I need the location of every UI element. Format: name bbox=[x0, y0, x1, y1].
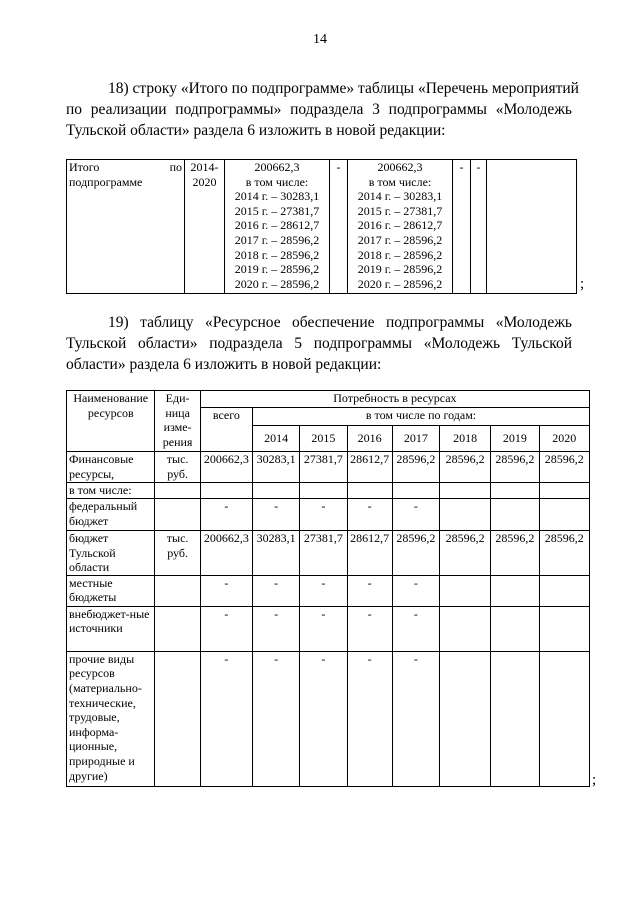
year-line: 2015 г. – 27381,7 bbox=[357, 203, 443, 218]
total-breakdown-b bbox=[348, 160, 453, 294]
semicolon-2: ; bbox=[592, 772, 597, 788]
year-header: 2019 bbox=[491, 426, 539, 452]
header-by-year: в том числе по годам: bbox=[253, 408, 590, 426]
row-unit bbox=[155, 483, 200, 499]
row-value: - bbox=[392, 651, 439, 786]
row-value: - bbox=[392, 575, 439, 606]
row-name: прочие виды ресурсов (материально-технические, трудовые, информа-ционные, природные и другие) bbox=[67, 651, 155, 786]
year-line: 2014 г. – 30283,1 bbox=[234, 189, 320, 204]
total-breakdown-a bbox=[225, 160, 330, 294]
row-value bbox=[491, 575, 539, 606]
row-value: - bbox=[347, 651, 392, 786]
row-name: федеральный бюджет bbox=[67, 499, 155, 531]
row-value: - bbox=[253, 499, 300, 531]
row-name: бюджет Тульской области bbox=[67, 531, 155, 576]
subprogram-total-table bbox=[66, 159, 577, 294]
row-value bbox=[347, 483, 392, 499]
row-value: - bbox=[300, 651, 347, 786]
row-value bbox=[253, 483, 300, 499]
total-label-word3: подпрограмме bbox=[69, 174, 143, 189]
row-name: в том числе: bbox=[67, 483, 155, 499]
row-value: 28612,7 bbox=[347, 531, 392, 576]
row-value bbox=[440, 606, 491, 651]
para19-line3: области» раздела 6 изложить в новой редакции: bbox=[66, 356, 382, 373]
row-unit bbox=[155, 499, 200, 531]
row-total: - bbox=[200, 651, 252, 786]
paragraph-19 bbox=[66, 312, 572, 375]
total-label-cell bbox=[67, 160, 185, 294]
row-value bbox=[539, 483, 589, 499]
row-value bbox=[491, 606, 539, 651]
row-value bbox=[440, 483, 491, 499]
para19-line1: 19) таблицу «Ресурсное обеспечение подпрограммы «Молодежь bbox=[108, 314, 572, 331]
row-value: - bbox=[392, 606, 439, 651]
row-value: - bbox=[253, 651, 300, 786]
year-header: 2018 bbox=[440, 426, 491, 452]
dash-cell: - bbox=[330, 160, 348, 294]
year-line: 2019 г. – 28596,2 bbox=[234, 262, 320, 277]
row-total: - bbox=[200, 606, 252, 651]
row-value: 28596,2 bbox=[539, 531, 589, 576]
period-start: 2014- bbox=[190, 160, 219, 174]
table-row bbox=[67, 452, 590, 483]
row-value bbox=[392, 483, 439, 499]
period-end: 2020 bbox=[192, 174, 217, 189]
year-header: 2014 bbox=[253, 426, 300, 452]
para19-line2: Тульской области» подраздела 5 подпрограммы «Молодежь Тульской bbox=[66, 335, 572, 352]
year-line: 2016 г. – 28612,7 bbox=[357, 218, 443, 233]
row-value: 28596,2 bbox=[491, 452, 539, 483]
row-total: - bbox=[200, 499, 252, 531]
row-value: - bbox=[300, 606, 347, 651]
header-need: Потребность в ресурсах bbox=[200, 391, 589, 408]
year-header: 2015 bbox=[300, 426, 347, 452]
row-unit: тыс. руб. bbox=[155, 452, 200, 483]
row-value: - bbox=[253, 606, 300, 651]
row-value: - bbox=[253, 575, 300, 606]
table-row bbox=[67, 499, 590, 531]
row-value bbox=[539, 651, 589, 786]
incl-b: в том числе: bbox=[368, 174, 432, 189]
row-value: 28596,2 bbox=[440, 531, 491, 576]
row-value bbox=[440, 651, 491, 786]
row-value: 30283,1 bbox=[253, 452, 300, 483]
row-value: 28596,2 bbox=[392, 452, 439, 483]
total-value-b: 200662,3 bbox=[377, 160, 423, 174]
row-value bbox=[491, 651, 539, 786]
row-value: - bbox=[392, 499, 439, 531]
row-value: - bbox=[347, 606, 392, 651]
row-value bbox=[300, 483, 347, 499]
row-value: 27381,7 bbox=[300, 531, 347, 576]
year-line: 2020 г. – 28596,2 bbox=[234, 276, 320, 291]
period-cell bbox=[185, 160, 225, 294]
row-value bbox=[491, 499, 539, 531]
row-value bbox=[539, 606, 589, 651]
row-value: - bbox=[347, 575, 392, 606]
total-label-word1: Итого bbox=[69, 160, 100, 174]
row-value bbox=[440, 575, 491, 606]
header-resources: Наименование ресурсов bbox=[67, 391, 155, 452]
year-header: 2016 bbox=[347, 426, 392, 452]
row-value: 28596,2 bbox=[392, 531, 439, 576]
row-value bbox=[491, 483, 539, 499]
year-line: 2019 г. – 28596,2 bbox=[357, 262, 443, 277]
empty-cell bbox=[487, 160, 577, 294]
row-name: местные бюджеты bbox=[67, 575, 155, 606]
header-unit: Еди-ница изме-рения bbox=[155, 391, 200, 452]
row-value: - bbox=[300, 499, 347, 531]
row-value: 28596,2 bbox=[539, 452, 589, 483]
para18-line1: 18) строку «Итого по подпрограмме» таблицы «Перечень мероприятий bbox=[108, 80, 579, 97]
row-unit bbox=[155, 575, 200, 606]
row-total bbox=[200, 483, 252, 499]
table-row bbox=[67, 651, 590, 786]
year-line: 2016 г. – 28612,7 bbox=[234, 218, 320, 233]
year-line: 2017 г. – 28596,2 bbox=[234, 232, 320, 247]
row-value: 28596,2 bbox=[491, 531, 539, 576]
dash-cell: - bbox=[453, 160, 471, 294]
row-unit: тыс. руб. bbox=[155, 531, 200, 576]
para18-line3: Тульской области» раздела 6 изложить в новой редакции: bbox=[66, 122, 446, 139]
row-value: 30283,1 bbox=[253, 531, 300, 576]
table-row bbox=[67, 531, 590, 576]
row-name: Финансовые ресурсы, bbox=[67, 452, 155, 483]
year-header: 2020 bbox=[539, 426, 589, 452]
row-name: внебюджет-ные источники bbox=[67, 606, 155, 651]
incl-a: в том числе: bbox=[245, 174, 309, 189]
year-header: 2017 bbox=[392, 426, 439, 452]
row-total: 200662,3 bbox=[200, 531, 252, 576]
table-row bbox=[67, 606, 590, 651]
year-line: 2017 г. – 28596,2 bbox=[357, 232, 443, 247]
row-value bbox=[539, 499, 589, 531]
page-number: 14 bbox=[313, 32, 327, 47]
year-line: 2020 г. – 28596,2 bbox=[357, 276, 443, 291]
row-value: 28612,7 bbox=[347, 452, 392, 483]
row-total: - bbox=[200, 575, 252, 606]
row-value bbox=[440, 499, 491, 531]
dash-cell: - bbox=[471, 160, 487, 294]
year-line: 2015 г. – 27381,7 bbox=[234, 203, 320, 218]
row-value bbox=[539, 575, 589, 606]
year-line: 2018 г. – 28596,2 bbox=[234, 247, 320, 262]
row-value: - bbox=[347, 499, 392, 531]
year-line: 2014 г. – 30283,1 bbox=[357, 189, 443, 204]
row-value: - bbox=[300, 575, 347, 606]
row-total: 200662,3 bbox=[200, 452, 252, 483]
total-value-a: 200662,3 bbox=[254, 160, 300, 174]
resource-table bbox=[66, 390, 590, 787]
row-unit bbox=[155, 606, 200, 651]
header-total: всего bbox=[200, 408, 252, 452]
para18-line2: по реализации подпрограммы» подраздела 3 подпрограммы «Молодежь bbox=[66, 101, 572, 118]
year-line: 2018 г. – 28596,2 bbox=[357, 247, 443, 262]
table-row bbox=[67, 575, 590, 606]
paragraph-18 bbox=[66, 78, 579, 141]
semicolon-1: ; bbox=[580, 276, 585, 292]
table-row bbox=[67, 483, 590, 499]
row-value: 27381,7 bbox=[300, 452, 347, 483]
total-label-word2: по bbox=[169, 160, 182, 174]
row-unit bbox=[155, 651, 200, 786]
row-value: 28596,2 bbox=[440, 452, 491, 483]
